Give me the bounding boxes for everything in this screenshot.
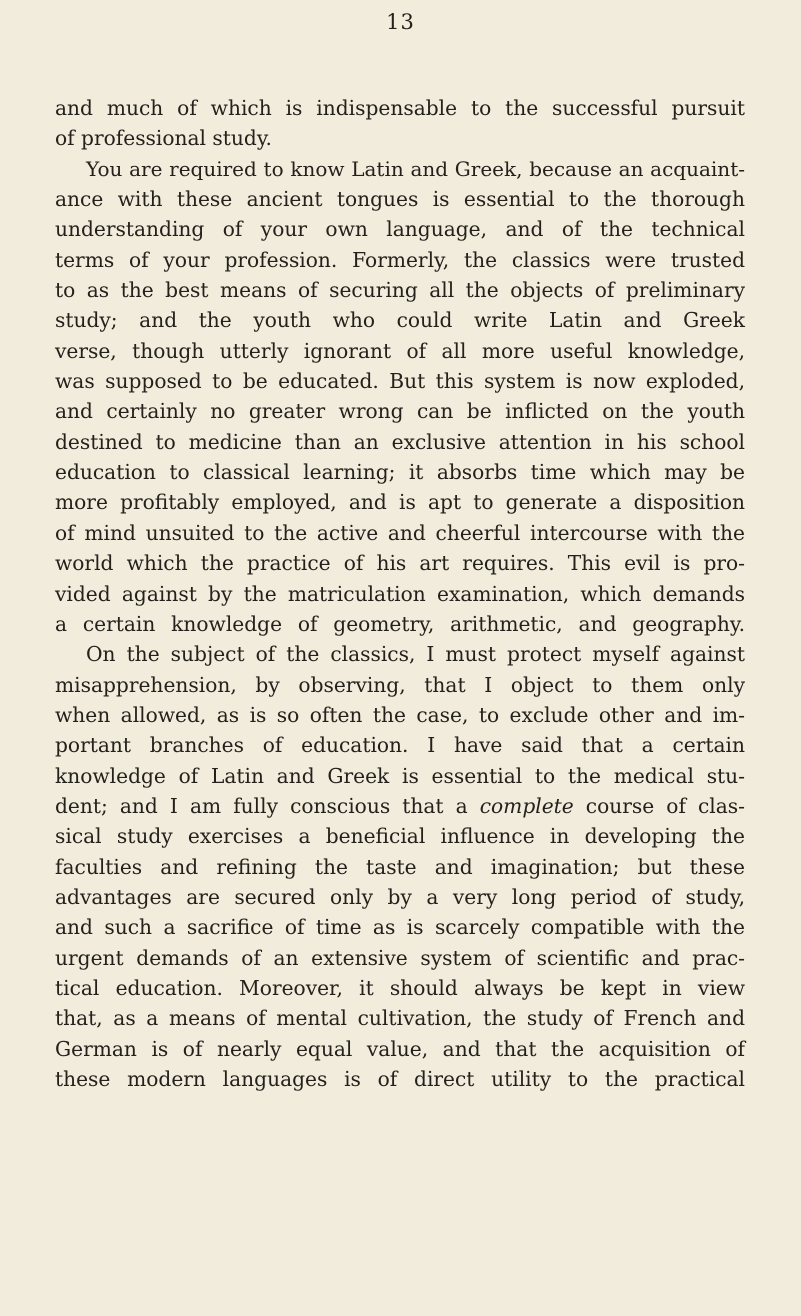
text-line: of mind unsuited to the active and cheerful intercourse with the <box>55 520 745 545</box>
text-line: German is of nearly equal value, and that the acquisition of <box>55 1036 745 1061</box>
text-line: advantages are secured only by a very long period of study, <box>55 884 745 909</box>
text-line: destined to medicine than an exclusive attention in his school <box>55 429 745 454</box>
text-line: these modern languages is of direct utility to the practical <box>55 1067 745 1091</box>
text-line: knowledge of Latin and Greek is essential to the medical stu- <box>55 763 745 788</box>
paragraph-start-line: On the subject of the classics, I must protect myself against <box>86 642 745 667</box>
text-line: study; and the youth who could write Latin and Greek <box>55 308 745 333</box>
text-line: ance with these ancient tongues is essential to the thorough <box>55 187 745 212</box>
text-line: verse, though utterly ignorant of all more useful knowledge, <box>55 338 745 363</box>
text-line: of professional study. <box>55 126 272 151</box>
text-line: misapprehension, by observing, that I object to them only <box>55 672 745 697</box>
paragraph-start-line: You are required to know Latin and Greek, because an acquaint- <box>86 156 745 181</box>
text-line: vided against by the matriculation examination, which demands <box>55 581 745 606</box>
text-line: faculties and refining the taste and imagination; but these <box>55 854 745 879</box>
text-line: portant branches of education. I have said that a certain <box>55 733 745 758</box>
text-line: when allowed, as is so often the case, to exclude other and im- <box>55 702 745 727</box>
text-line: and certainly no greater wrong can be inflicted on the youth <box>55 399 745 424</box>
page-number: 13 <box>386 10 415 34</box>
text-line-with-italic <box>55 791 745 821</box>
text-line: that, as a means of mental cultivation, the study of French and <box>55 1006 745 1031</box>
text-segment: course of clas- <box>573 793 745 818</box>
text-line: tical education. Moreover, it should always be kept in view <box>55 975 745 1000</box>
text-line: terms of your profession. Formerly, the classics were trusted <box>55 247 745 272</box>
text-line: and much of which is indispensable to the successful pursuit <box>55 96 745 120</box>
text-line: was supposed to be educated. But this system is now exploded, <box>55 369 745 394</box>
text-line: education to classical learning; it absorbs time which may be <box>55 460 745 485</box>
body-text <box>55 93 745 1094</box>
text-line: understanding of your own language, and of the technical <box>55 217 745 242</box>
text-line: to as the best means of securing all the objects of preliminary <box>55 278 745 303</box>
text-segment: dent; and I am fully conscious that a <box>55 793 480 818</box>
text-line: world which the practice of his art requires. This evil is pro- <box>55 551 745 576</box>
text-line: a certain knowledge of geometry, arithmetic, and geography. <box>55 611 745 636</box>
text-line: more profitably employed, and is apt to generate a disposition <box>55 490 745 515</box>
text-line: sical study exercises a beneficial influence in developing the <box>55 824 745 849</box>
text-line: urgent demands of an extensive system of scientific and prac- <box>55 945 745 970</box>
italic-word: complete <box>479 793 574 818</box>
text-line: and such a sacrifice of time as is scarcely compatible with the <box>55 915 745 940</box>
